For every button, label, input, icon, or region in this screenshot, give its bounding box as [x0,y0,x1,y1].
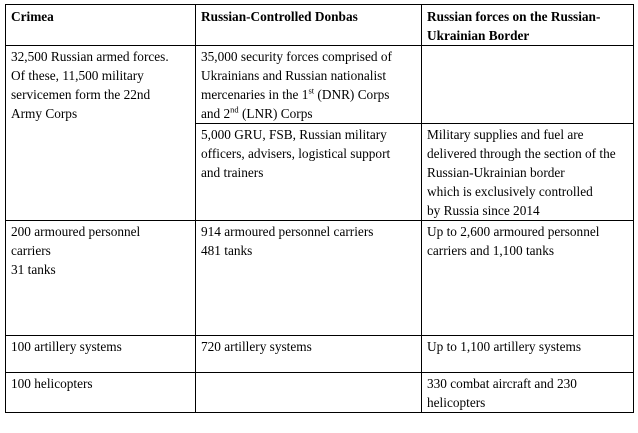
cell-border-supplies [422,124,634,221]
cell-crimea-artillery [6,336,196,373]
cell-text-line: 481 tanks [201,243,253,258]
cell-crimea-armour [6,221,196,336]
cell-text-line: by Russia since 2014 [427,203,540,218]
ordinal-suffix: st [308,85,315,96]
cell-border-artillery [422,336,634,373]
cell-donbas-armour [196,221,422,336]
cell-text-line: 35,000 security forces comprised of [201,49,392,64]
table-row [6,336,634,373]
header-crimea [6,5,196,46]
text-fragment: mercenaries in the 1 [201,87,309,102]
text-fragment: and 2 [201,106,231,121]
cell-text-line: 32,500 Russian armed forces. [11,49,169,64]
cell-crimea-forces [6,46,196,221]
table-row [6,221,634,336]
cell-text-line: Up to 2,600 armoured personnel [427,224,600,239]
cell-text-line: Ukrainians and Russian nationalist [201,68,387,83]
cell-text-line [201,85,417,104]
text-fragment: (DNR) Corps [314,87,390,102]
table-row [6,373,634,413]
cell-text-line: Army Corps [11,106,78,121]
cell-text: 100 helicopters [11,376,93,391]
cell-text-line: officers, advisers, logistical support [201,146,391,161]
cell-text-line: Military supplies and fuel are [427,127,584,142]
header-crimea-label: Crimea [11,9,54,24]
header-donbas-label: Russian-Controlled Donbas [201,9,358,24]
cell-text-line: servicemen form the 22nd [11,87,151,102]
cell-text-line: and trainers [201,165,264,180]
forces-table [5,4,634,413]
cell-text-line: Russian-Ukrainian border [427,165,565,180]
cell-text-line: 914 armoured personnel carriers [201,224,374,239]
cell-border-empty [422,46,634,124]
cell-text-line: carriers [11,243,51,258]
cell-text: Up to 1,100 artillery systems [427,339,582,354]
cell-border-armour [422,221,634,336]
table-header-row [6,5,634,46]
ordinal-suffix: nd [230,104,239,115]
header-donbas [196,5,422,46]
header-border [422,5,634,46]
cell-text-line: which is exclusively controlled [427,184,593,199]
text-fragment: (LNR) Corps [238,106,313,121]
cell-text-line: 200 armoured personnel [11,224,141,239]
cell-text-line: helicopters [427,395,486,410]
cell-crimea-aircraft [6,373,196,413]
cell-border-aircraft [422,373,634,413]
header-border-line: Ukrainian Border [427,28,530,43]
table-row [6,46,634,124]
cell-text: 100 artillery systems [11,339,122,354]
cell-text-line: delivered through the section of the [427,146,616,161]
header-border-line: Russian forces on the Russian- [427,9,601,24]
cell-donbas-aircraft [196,373,422,413]
cell-text-line: 5,000 GRU, FSB, Russian military [201,127,387,142]
cell-text-line: carriers and 1,100 tanks [427,243,555,258]
cell-donbas-artillery [196,336,422,373]
cell-donbas-security-forces [196,46,422,124]
cell-text-line [201,104,417,123]
cell-text: 720 artillery systems [201,339,312,354]
cell-donbas-gru-fsb [196,124,422,221]
cell-text-line: 31 tanks [11,262,56,277]
cell-text-line: Of these, 11,500 military [11,68,144,83]
cell-text-line: 330 combat aircraft and 230 [427,376,577,391]
